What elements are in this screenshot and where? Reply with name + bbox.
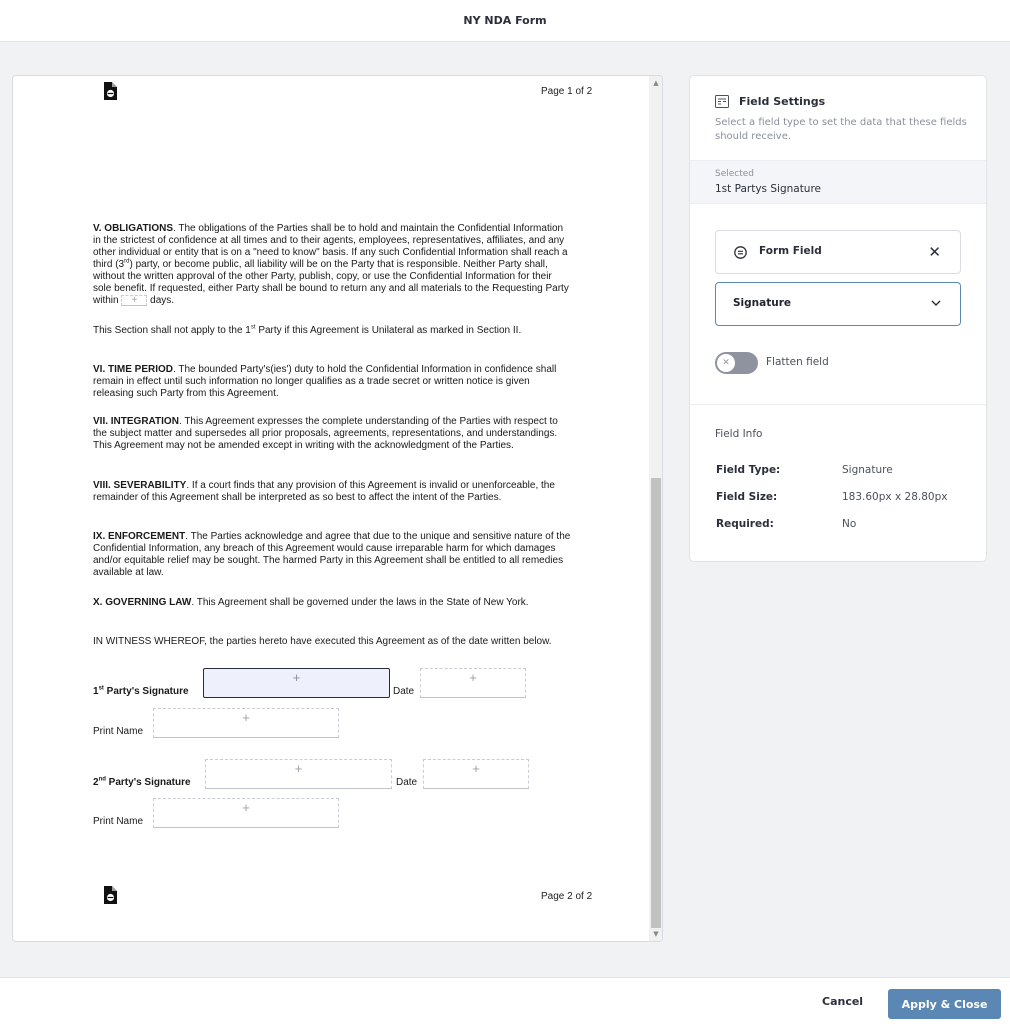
form-field-icon: [734, 246, 747, 259]
days-field[interactable]: +: [121, 295, 147, 306]
panel-title: Field Settings: [739, 95, 826, 108]
first-party-print-name-field[interactable]: +: [153, 708, 339, 738]
integration-heading: VII. INTEGRATION: [93, 416, 179, 427]
document-page: [19, 76, 655, 941]
witness-paragraph: IN WITNESS WHEREOF, the parties hereto have executed this Agreement as of the date written below.: [93, 636, 552, 647]
scrollbar-thumb[interactable]: [651, 478, 661, 928]
toggle-knob-icon: ✕: [717, 354, 735, 372]
second-date-label: Date: [396, 777, 418, 788]
cancel-button[interactable]: Cancel: [822, 995, 864, 1008]
first-party-signature-label: 1st Party's Signature: [93, 685, 189, 697]
selected-label: Selected: [715, 169, 755, 179]
page-number: Page 1 of 2: [541, 86, 593, 97]
scroll-down-icon[interactable]: ▼: [653, 930, 659, 938]
form-field-label: Form Field: [759, 245, 822, 257]
first-party-signature-field[interactable]: +: [203, 668, 390, 698]
panel-divider: [690, 404, 986, 405]
flatten-field-toggle[interactable]: [715, 352, 758, 374]
first-print-name-label: Print Name: [93, 726, 144, 737]
time-period-heading: VI. TIME PERIOD: [93, 364, 174, 375]
chevron-down-icon: [930, 297, 942, 309]
obligations-heading: V. OBLIGATIONS: [93, 223, 174, 234]
page-title: NY NDA Form: [463, 14, 547, 27]
field-type-value: Signature: [733, 297, 792, 309]
close-icon[interactable]: ✕: [928, 243, 941, 261]
top-bar: [0, 0, 1010, 42]
second-party-signature-label: 2nd Party's Signature: [93, 776, 191, 788]
obligations-paragraph: V. OBLIGATIONS. The obligations of the Parties shall be to hold and maintain the Confidential Information in the strictest of confidence at all times and to their agents, employees, representatives, affiliates, and any other individual or entity that is on a "need to know" basis. If any such Confidential Information shall reach a third (3rd) party, or become public, all liability will be on the Party that is responsible. Neither Party shall, without the written approval of the other Party, publish, copy, or use the Confidential Information for their sole benefit. If requested, either Party shall be bound to return any and all materials to the Requesting Party within + days.: [93, 223, 569, 307]
selected-field-box: [690, 160, 986, 204]
first-date-label: Date: [393, 686, 415, 697]
enforcement-heading: IX. ENFORCEMENT: [93, 531, 186, 542]
field-info-title: Field Info: [715, 428, 763, 440]
field-settings-icon: [715, 95, 729, 108]
first-party-date-field[interactable]: +: [420, 668, 526, 698]
panel-description: Select a field type to set the data that these fields should receive.: [715, 117, 967, 142]
flatten-field-label: Flatten field: [766, 356, 829, 368]
page-number: Page 2 of 2: [541, 891, 593, 902]
field-type-select[interactable]: [715, 282, 961, 326]
document-e-icon: [103, 82, 117, 100]
bottom-bar: [0, 977, 1010, 1024]
enforcement-paragraph: IX. ENFORCEMENT. The Parties acknowledge and agree that due to the unique and sensitive nature of the Confidential Information, any breach of this Agreement would cause irreparable harm for which damages and/or equitable relief may be sought. The harmed Party in this Agreement shall be entitled to all remedies available at law.: [93, 531, 571, 578]
second-party-date-field[interactable]: +: [423, 759, 529, 789]
governing-law-paragraph: X. GOVERNING LAW. This Agreement shall be governed under the laws in the State of New York.: [93, 597, 529, 608]
time-period-paragraph: VI. TIME PERIOD. The bounded Party's(ies') duty to hold the Confidential Information in confidence shall remain in effect until such information no longer qualifies as a trade secret or written notice is given releasing such Party from this Agreement.: [93, 364, 557, 399]
scroll-up-icon[interactable]: ▲: [653, 79, 659, 87]
second-print-name-label: Print Name: [93, 816, 144, 827]
field-settings-panel: Field Settings Select a field type to set the data that these fields should receive. Selected 1st Partys Signature Form Field ✕ Signature ✕ Flatten field Field Info Field Type: Signature Field Size: 183.60px x 28.80px Required: No: [689, 75, 987, 562]
second-party-print-name-field[interactable]: +: [153, 798, 339, 828]
governing-law-heading: X. GOVERNING LAW: [93, 597, 192, 608]
second-party-signature-field[interactable]: +: [205, 759, 392, 789]
selected-value: 1st Partys Signature: [715, 183, 822, 195]
section-note-paragraph: This Section shall not apply to the 1st Party if this Agreement is Unilateral as marked in Section II.: [93, 324, 522, 336]
document-e-icon: [103, 886, 117, 904]
severability-paragraph: VIII. SEVERABILITY. If a court finds that any provision of this Agreement is invalid or unenforceable, the remainder of this Agreement shall be interpreted as so best to affect the intent of the Parties.: [93, 480, 555, 503]
document-viewer[interactable]: [12, 75, 663, 942]
apply-close-button[interactable]: Apply & Close: [888, 989, 1001, 1019]
integration-paragraph: VII. INTEGRATION. This Agreement expresses the complete understanding of the Parties with respect to the subject matter and supersedes all prior proposals, agreements, representations, and understandings. This Agreement may not be amended except in writing with the acknowledgment of the Parties.: [93, 416, 558, 451]
panel-header: [715, 95, 825, 108]
form-field-chip[interactable]: [715, 230, 961, 274]
severability-heading: VIII. SEVERABILITY: [93, 480, 187, 491]
